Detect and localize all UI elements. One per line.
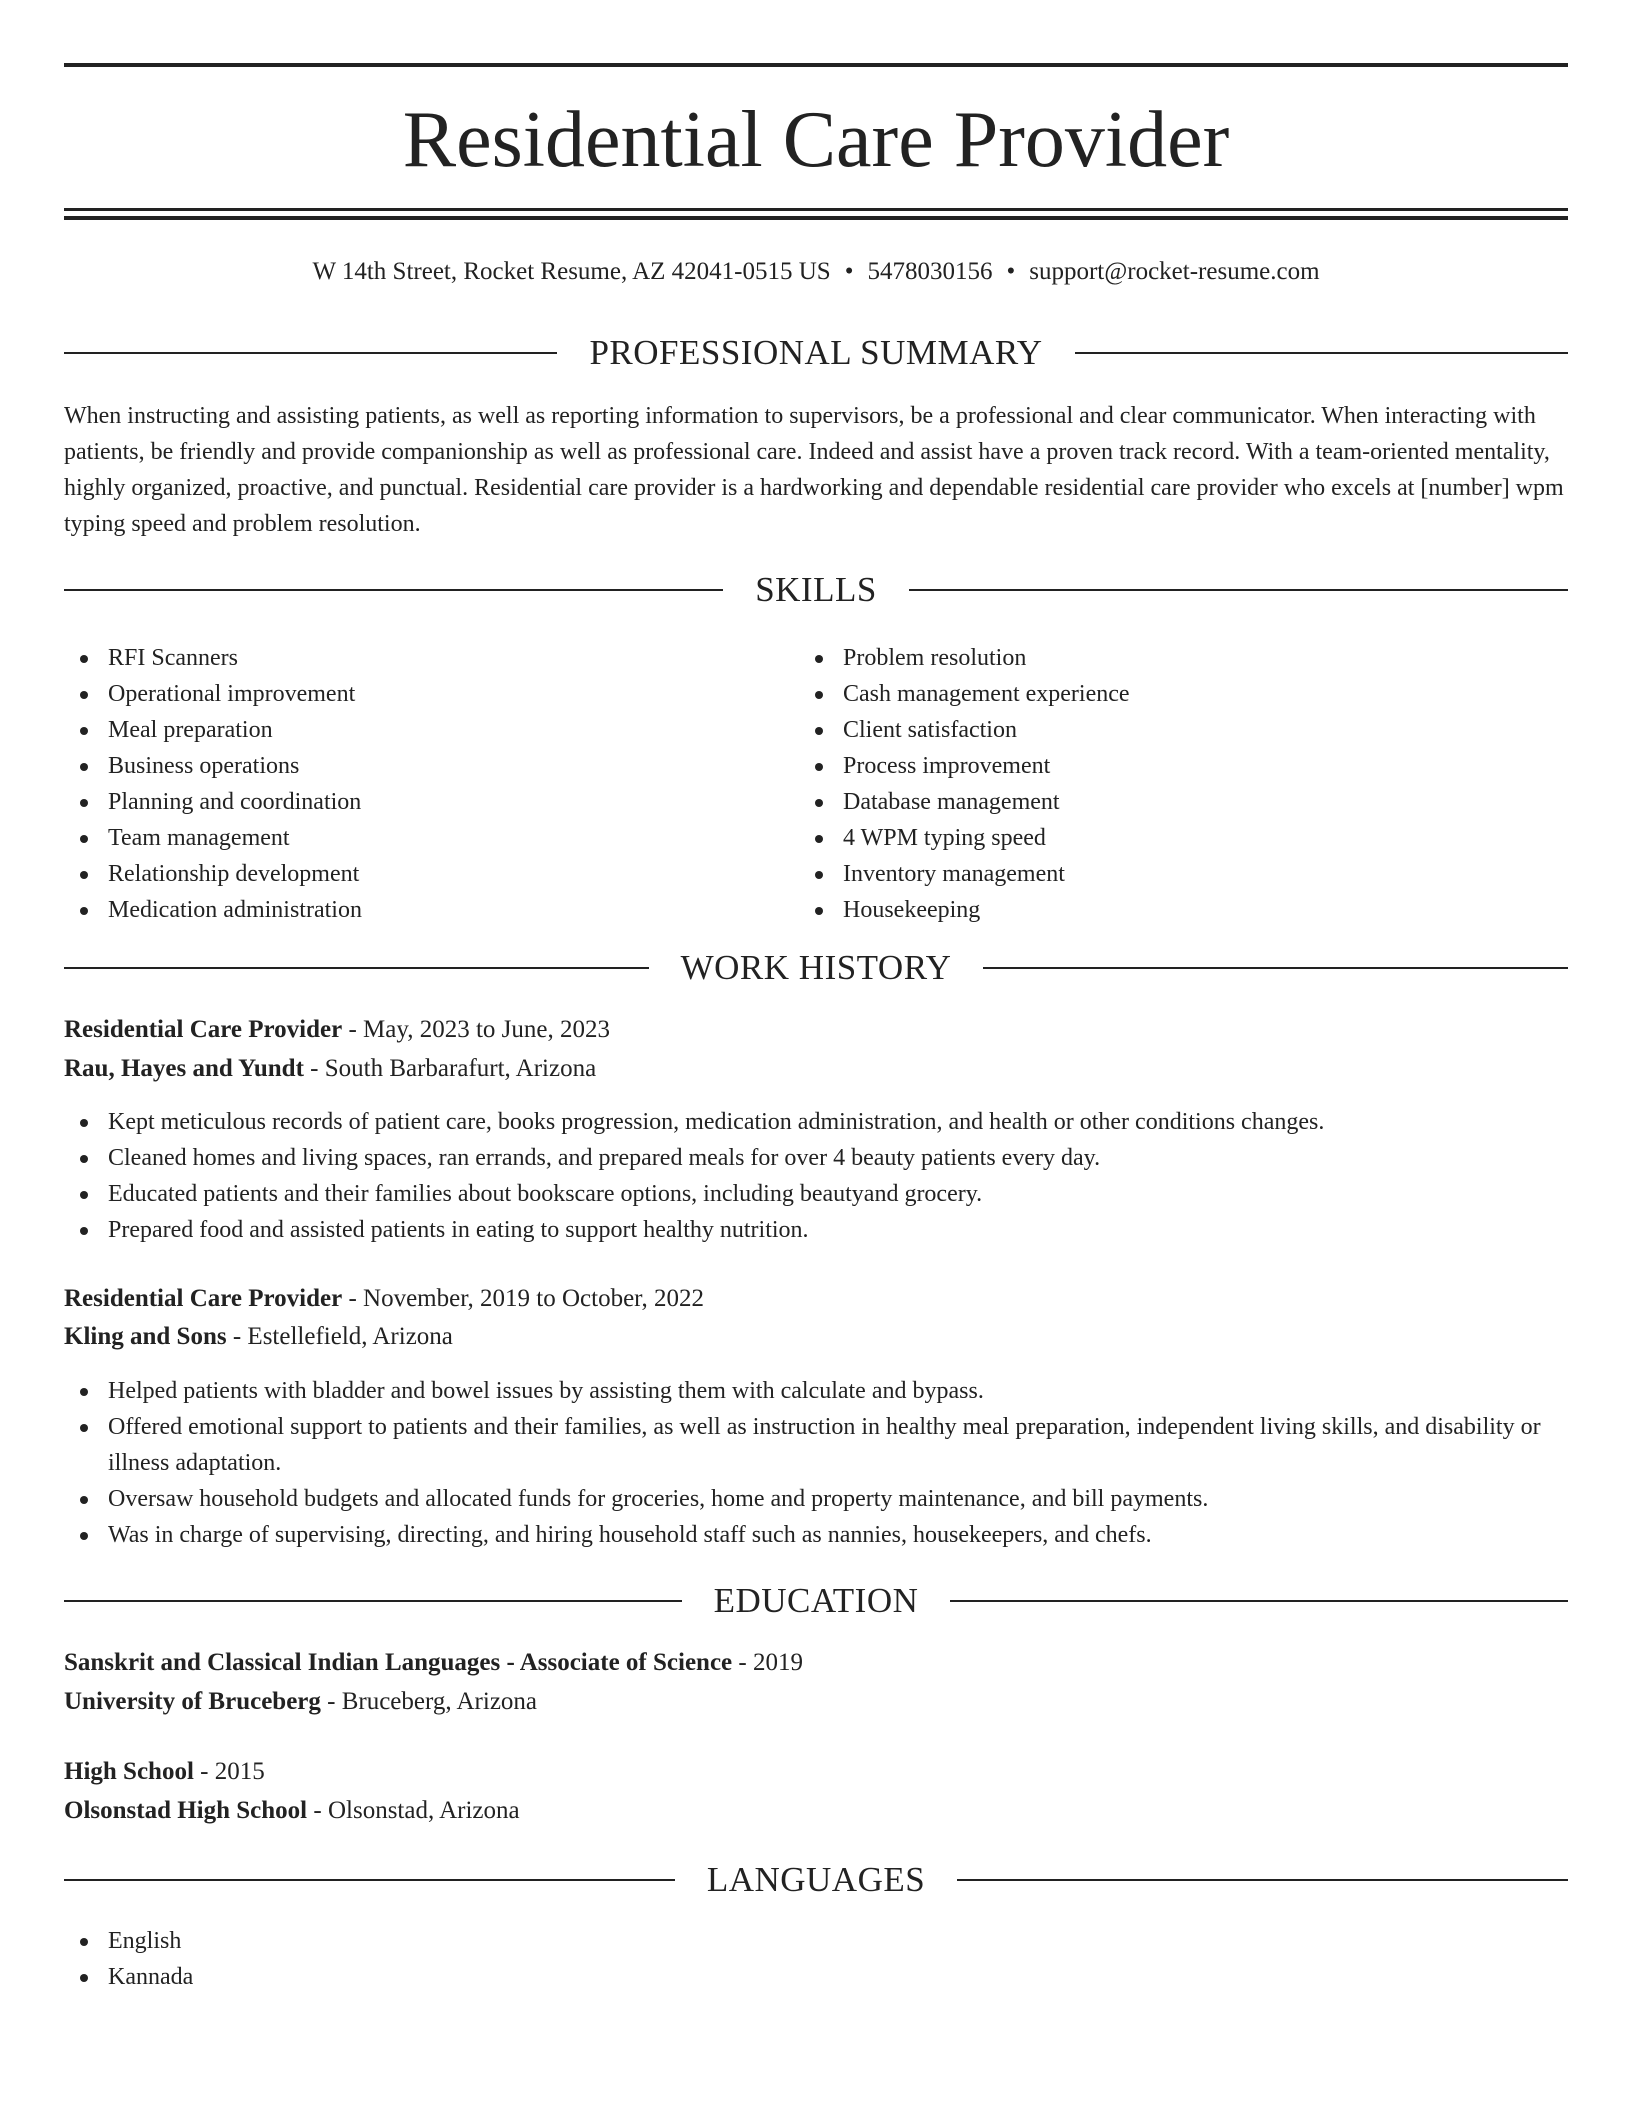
education-degree-line [64,1643,1568,1683]
contact-address: W 14th Street, Rocket Resume, AZ 42041-0515 US [312,258,831,285]
job-bullet: Kept meticulous records of patient care, books progression, medication administration, and health or other conditions changes. [64,1104,1568,1140]
languages-list [64,1923,1568,1995]
job-bullet: Offered emotional support to patients and their families, as well as instruction in healthy meal preparation, independent living skills, and disability or illness adaptation. [64,1409,1568,1481]
heading-rule [983,967,1568,969]
skill-item: Relationship development [64,856,784,892]
skills-list-left [64,640,784,928]
header-rule-lower [64,216,1568,220]
education-school: Olsonstad High School [64,1797,308,1824]
section-title: SKILLS [755,570,877,609]
job-bullets [64,1373,1568,1553]
section-heading-skills [64,568,1568,612]
job-title: Residential Care Provider [64,1016,343,1043]
job-location: - South Barbarafurt, Arizona [303,1055,597,1082]
heading-rule [1075,352,1568,354]
heading-rule [909,589,1568,591]
skill-item: Problem resolution [799,640,1559,676]
skill-item: Business operations [64,748,784,784]
section-heading-education [64,1579,1568,1623]
heading-rule [64,352,557,354]
language-item: Kannada [64,1959,1568,1995]
section-heading-work [64,946,1568,990]
skill-item: 4 WPM typing speed [799,820,1559,856]
section-heading-summary [64,331,1568,375]
skill-item: Process improvement [799,748,1559,784]
job-company: Kling and Sons [64,1323,227,1350]
job-bullet: Educated patients and their families about bookscare options, including beautyand grocery. [64,1176,1568,1212]
job-location: - Estellefield, Arizona [226,1323,453,1350]
job-bullet: Was in charge of supervising, directing, and hiring household staff such as nannies, housekeepers, and chefs. [64,1517,1568,1553]
education-school-line [64,1682,1568,1722]
job-bullet: Helped patients with bladder and bowel issues by assisting them with calculate and bypass. [64,1373,1568,1409]
education-school-line [64,1791,1568,1831]
education-year: - 2019 [732,1649,803,1676]
education-degree: High School [64,1758,194,1785]
skill-item: Inventory management [799,856,1559,892]
header-rule-upper [64,208,1568,211]
skill-item: Operational improvement [64,676,784,712]
contact-line [64,254,1568,290]
education-location: - Bruceberg, Arizona [320,1688,538,1715]
education-location: - Olsonstad, Arizona [307,1797,520,1824]
skill-item: Planning and coordination [64,784,784,820]
resume-name: Residential Care Provider [402,96,1230,184]
contact-phone: 5478030156 [867,258,993,285]
skill-item: Team management [64,820,784,856]
heading-rule [64,1879,675,1881]
language-item: English [64,1923,1568,1959]
contact-email: support@rocket-resume.com [1029,258,1320,285]
section-title: EDUCATION [713,1581,919,1620]
section-title: LANGUAGES [706,1860,926,1899]
education-year: - 2015 [193,1758,265,1785]
job-bullet: Oversaw household budgets and allocated funds for groceries, home and property maintenance, and bill payments. [64,1481,1568,1517]
education-degree: Sanskrit and Classical Indian Languages - Associate of Science [64,1649,733,1676]
education-school: University of Bruceberg [64,1688,321,1715]
header-top-rule [64,63,1568,67]
job-company-line [64,1049,1568,1089]
skill-item: Medication administration [64,892,784,928]
job-title: Residential Care Provider [64,1285,343,1312]
section-title: WORK HISTORY [680,948,952,987]
summary-paragraph: When instructing and assisting patients, as well as reporting information to supervisors, be a professional and clear communicator. When interacting with patients, be friendly and provide companionship as well as professional care. Indeed and assist have a proven track record. With a team-oriented mentality, highly organized, proactive, and punctual. Residential care provider is a hardworking and dependable residential care provider who excels at [number] wpm typing speed and problem resolution. [64,403,1564,537]
skill-item: RFI Scanners [64,640,784,676]
job-bullet: Prepared food and assisted patients in eating to support healthy nutrition. [64,1212,1568,1248]
job-title-line [64,1010,1568,1050]
job-company-line [64,1317,1568,1357]
job-bullets [64,1104,1568,1248]
job-title-line [64,1279,1568,1319]
skill-item: Client satisfaction [799,712,1559,748]
skills-list-right [799,640,1559,928]
section-title: PROFESSIONAL SUMMARY [589,333,1043,372]
section-heading-languages [64,1858,1568,1902]
heading-rule [64,1600,682,1602]
heading-rule [950,1600,1568,1602]
skill-item: Database management [799,784,1559,820]
skill-item: Housekeeping [799,892,1559,928]
contact-separator: • [844,258,854,285]
education-degree-line [64,1752,1568,1792]
job-company: Rau, Hayes and Yundt [64,1055,304,1082]
job-dates: - November, 2019 to October, 2022 [342,1285,705,1312]
heading-rule [64,967,649,969]
heading-rule [64,589,723,591]
skill-item: Cash management experience [799,676,1559,712]
job-dates: - May, 2023 to June, 2023 [342,1016,611,1043]
contact-separator: • [1006,258,1016,285]
skill-item: Meal preparation [64,712,784,748]
job-bullet: Cleaned homes and living spaces, ran errands, and prepared meals for over 4 beauty patients every day. [64,1140,1568,1176]
heading-rule [957,1879,1568,1881]
